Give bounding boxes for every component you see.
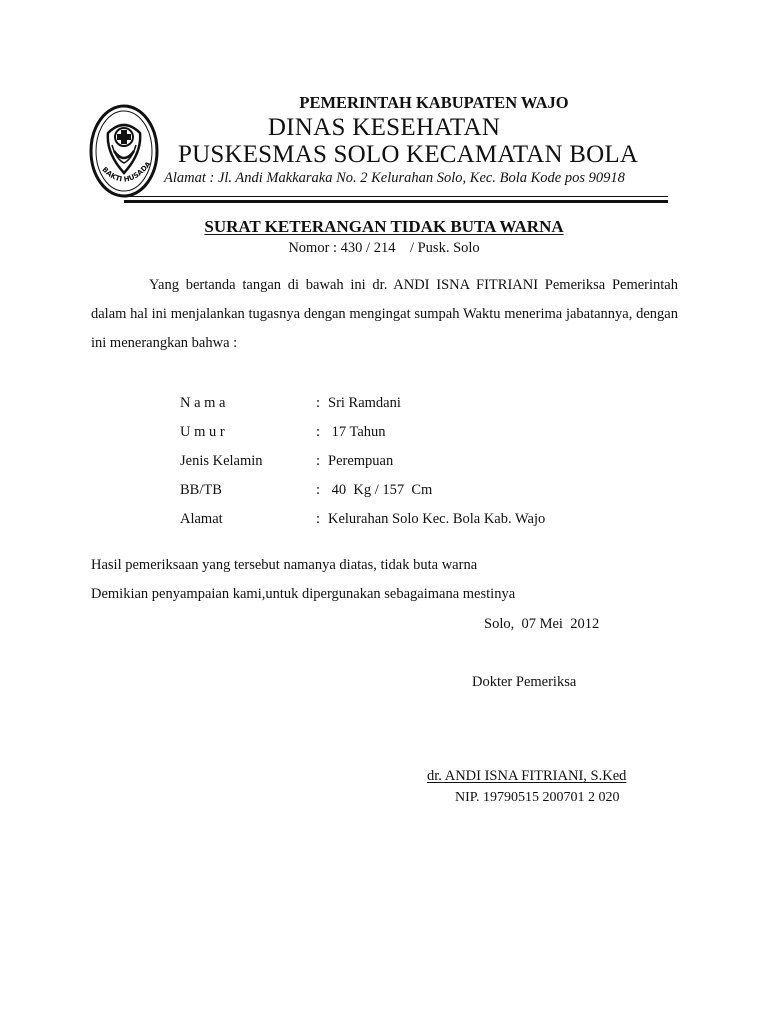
field-colon: : [316,424,321,440]
field-colon: : [316,482,321,498]
field-value: Kelurahan Solo Kec. Bola Kab. Wajo [328,511,546,527]
field-label: N a m a [180,395,226,411]
closing-statement: Demikian penyampaian kami,untuk dipergunakan sebagaimana mestinya [91,586,516,602]
svg-text:BAKTI HUSADA: BAKTI HUSADA [100,160,153,184]
document-number: Nomor : 430 / 214 / Pusk. Solo [288,240,480,256]
document-title [0,217,768,237]
field-colon: : [316,453,321,469]
result-statement: Hasil pemeriksaan yang tersebut namanya diatas, tidak buta warna [91,557,478,573]
letterhead-address: Alamat : Jl. Andi Makkaraka No. 2 Kelurahan Solo, Kec. Bola Kode pos 90918 [164,170,625,186]
field-colon: : [316,395,321,411]
intro-paragraph [91,271,678,358]
document-title-text: SURAT KETERANGAN TIDAK BUTA WARNA [204,217,564,236]
signer-name: dr. ANDI ISNA FITRIANI, S.Ked [427,768,627,784]
government-name: PEMERINTAH KABUPATEN WAJO [299,93,569,112]
field-label: BB/TB [180,482,222,498]
unit-name: PUSKESMAS SOLO KECAMATAN BOLA [178,141,639,168]
signer-role: Dokter Pemeriksa [472,674,577,690]
field-label: U m u r [180,424,225,440]
field-value: Perempuan [328,453,394,469]
field-label: Jenis Kelamin [180,453,263,469]
letterhead-divider-thick [124,200,668,203]
field-value: 17 Tahun [328,424,386,440]
agency-name: DINAS KESEHATAN [267,114,501,141]
intro-text: Yang bertanda tangan di bawah ini dr. ANDI ISNA FITRIANI Pemeriksa Pemerintah dalam hal ini menjalankan tugasnya dengan mengingat sumpah Waktu menerima jabatannya, dengan ini menerangkan bahwa : [91,277,678,351]
place-date: Solo, 07 Mei 2012 [484,616,600,632]
field-value: Sri Ramdani [328,395,401,411]
field-colon: : [316,511,321,527]
field-value: 40 Kg / 157 Cm [328,482,433,498]
signer-nip: NIP. 19790515 200701 2 020 [455,790,620,805]
field-label: Alamat [180,511,223,527]
letterhead-divider-thin [124,196,668,197]
